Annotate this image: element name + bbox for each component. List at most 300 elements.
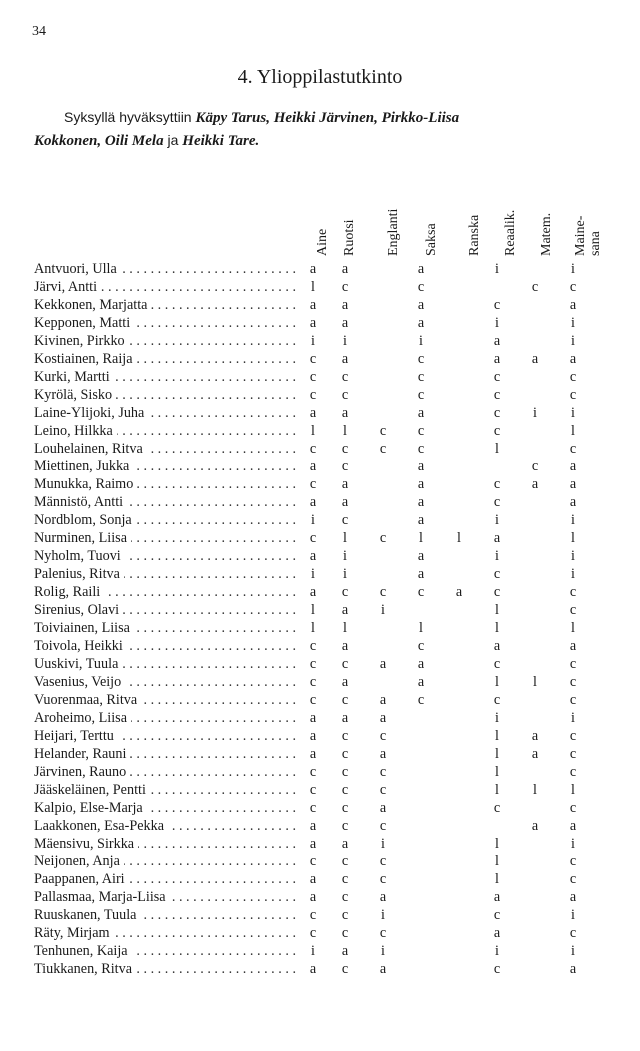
student-name: Kivinen, Pirkko	[34, 333, 129, 349]
student-name: Toiviainen, Liisa	[34, 620, 134, 636]
grade-cell: l	[311, 620, 315, 637]
grade-cell: c	[309, 799, 317, 816]
grade-cell: c	[493, 799, 501, 816]
grade-cell: c	[341, 386, 349, 403]
student-name: Kekkonen, Marjatta	[34, 297, 151, 313]
grade-cell	[478, 279, 516, 297]
grade-cell	[402, 764, 440, 782]
grade-cell: c	[379, 871, 387, 888]
grade-cell: c	[569, 673, 577, 690]
grade-cell	[364, 333, 402, 351]
grade-cell: l	[343, 530, 347, 547]
grade-cell	[440, 961, 478, 979]
grade-cell: a	[569, 494, 577, 511]
grade-cell	[440, 548, 478, 566]
grade-cell: l	[533, 673, 537, 690]
grade-cell	[440, 889, 478, 907]
grade-cell: l	[419, 620, 423, 637]
grade-cell: a	[309, 314, 317, 331]
grade-cell: a	[417, 296, 425, 313]
grade-cell: i	[571, 548, 575, 565]
grade-cell: a	[379, 889, 387, 906]
grade-cell: i	[495, 261, 499, 277]
grade-cell: c	[309, 440, 317, 457]
grade-cell: i	[495, 512, 499, 529]
grade-cell: l	[419, 530, 423, 547]
grade-cell: a	[569, 458, 577, 475]
grade-cell: l	[495, 727, 499, 744]
student-name-cell	[34, 297, 300, 315]
student-name: Nyholm, Tuovi	[34, 548, 125, 564]
grade-cell	[516, 602, 554, 620]
grade-cell	[402, 602, 440, 620]
grade-cell: c	[569, 691, 577, 708]
grade-cell: a	[309, 727, 317, 744]
grade-cell	[440, 441, 478, 459]
table-row	[34, 351, 592, 369]
grade-cell: a	[341, 314, 349, 331]
student-name-cell	[34, 548, 300, 566]
grade-cell: c	[493, 386, 501, 403]
grade-cell: a	[569, 638, 577, 655]
grade-cell: c	[493, 655, 501, 672]
grade-cell: i	[571, 566, 575, 583]
grade-cell: c	[569, 278, 577, 295]
grade-cell	[402, 961, 440, 979]
grade-cell: a	[417, 458, 425, 475]
intro-conj: ja	[167, 132, 179, 148]
table-row	[34, 943, 592, 961]
grade-cell	[364, 315, 402, 333]
grade-cell	[516, 907, 554, 925]
table-row	[34, 710, 592, 728]
grade-cell	[364, 261, 402, 279]
grade-cell: i	[495, 709, 499, 726]
student-name-cell	[34, 638, 300, 656]
grade-cell: l	[343, 422, 347, 439]
grade-cell: a	[493, 332, 501, 349]
grade-cell: c	[341, 691, 349, 708]
table-row	[34, 907, 592, 925]
grade-cell: c	[417, 638, 425, 655]
grade-cell	[516, 530, 554, 548]
student-name-cell	[34, 746, 300, 764]
table-row	[34, 692, 592, 710]
grade-cell: a	[309, 458, 317, 475]
table-row	[34, 889, 592, 907]
grade-cell: c	[341, 763, 349, 780]
grade-cell	[440, 369, 478, 387]
column-header-text: Saksa	[424, 223, 439, 256]
student-name: Toivola, Heikki	[34, 638, 127, 654]
grade-cell: a	[379, 691, 387, 708]
grade-cell	[440, 800, 478, 818]
student-name: Louhelainen, Ritva	[34, 441, 147, 457]
grade-cell	[440, 853, 478, 871]
table-row	[34, 297, 592, 315]
grade-cell: a	[493, 889, 501, 906]
grade-cell	[516, 584, 554, 602]
grade-cell: i	[571, 261, 575, 277]
grade-cell: c	[569, 799, 577, 816]
grade-cell: l	[495, 871, 499, 888]
column-header-text: Aine	[315, 228, 330, 256]
table-row	[34, 566, 592, 584]
grade-cell	[516, 548, 554, 566]
table-row	[34, 584, 592, 602]
grade-cell	[364, 297, 402, 315]
grade-cell: a	[341, 261, 349, 277]
column-header	[537, 212, 557, 256]
grade-cell: a	[531, 727, 539, 744]
student-name-cell	[34, 674, 300, 692]
table-row	[34, 961, 592, 979]
grade-cell: c	[309, 655, 317, 672]
grade-cell: a	[309, 889, 317, 906]
grade-cell: a	[309, 961, 317, 978]
grade-cell: c	[569, 584, 577, 601]
student-name: Kyrölä, Sisko	[34, 387, 116, 403]
column-header-text: Ranska	[467, 214, 482, 256]
grade-cell	[402, 871, 440, 889]
grade-cell: c	[379, 584, 387, 601]
grade-cell: a	[531, 817, 539, 834]
grade-cell	[402, 782, 440, 800]
grade-cell: c	[341, 781, 349, 798]
student-name: Palenius, Ritva	[34, 566, 124, 582]
grade-cell: a	[379, 961, 387, 978]
grade-cell: i	[343, 548, 347, 565]
column-header-text: Matem.	[539, 212, 554, 256]
grade-cell: c	[493, 494, 501, 511]
student-name: Kepponen, Matti	[34, 315, 134, 331]
student-name-cell	[34, 620, 300, 638]
grade-cell: a	[341, 476, 349, 493]
grade-cell	[516, 692, 554, 710]
grade-cell: c	[417, 386, 425, 403]
column-header-text: Reaalik.	[503, 209, 518, 256]
grade-cell: c	[379, 440, 387, 457]
grade-cell: c	[341, 278, 349, 295]
grade-cell: c	[493, 368, 501, 385]
page-number: 34	[32, 24, 46, 39]
grade-cell	[516, 620, 554, 638]
student-name: Leino, Hilkka	[34, 423, 117, 439]
grade-cell: a	[417, 566, 425, 583]
table-row	[34, 333, 592, 351]
grade-cell	[516, 889, 554, 907]
intro-paragraph	[34, 106, 624, 152]
grade-cell	[516, 836, 554, 854]
intro-names-line1: Käpy Tarus, Heikki Järvinen, Pirkko-Liisa	[195, 110, 460, 126]
grade-cell: c	[417, 422, 425, 439]
grade-cell	[402, 746, 440, 764]
grade-cell: l	[495, 745, 499, 762]
grade-cell: c	[379, 763, 387, 780]
student-name-cell	[34, 387, 300, 405]
student-name: Miettinen, Jukka	[34, 458, 133, 474]
grade-cell: l	[495, 673, 499, 690]
grade-cell: a	[493, 350, 501, 367]
grade-cell: i	[495, 548, 499, 565]
grade-cell	[402, 710, 440, 728]
grade-cell: c	[531, 278, 539, 295]
table-row	[34, 602, 592, 620]
table-row	[34, 530, 592, 548]
grade-cell: c	[341, 655, 349, 672]
grade-cell: a	[531, 476, 539, 493]
grade-cell: c	[569, 853, 577, 870]
grade-cell: a	[531, 350, 539, 367]
grade-cell: c	[569, 655, 577, 672]
student-name-cell	[34, 530, 300, 548]
grade-cell: c	[379, 853, 387, 870]
table-row	[34, 818, 592, 836]
grade-cell	[402, 907, 440, 925]
student-name: Räty, Mirjam	[34, 925, 114, 941]
student-name-cell	[34, 907, 300, 925]
grade-cell: l	[495, 440, 499, 457]
grade-cell	[440, 512, 478, 530]
table-row	[34, 638, 592, 656]
student-name: Mäensivu, Sirkka	[34, 836, 138, 852]
table-row	[34, 925, 592, 943]
grade-cell: c	[493, 296, 501, 313]
student-name: Nurminen, Liisa	[34, 530, 131, 546]
grade-cell	[364, 369, 402, 387]
grade-cell: c	[379, 817, 387, 834]
student-name-cell	[34, 889, 300, 907]
student-name-cell	[34, 710, 300, 728]
table-row	[34, 746, 592, 764]
grade-cell	[516, 961, 554, 979]
table-row	[34, 512, 592, 530]
student-name: Pallasmaa, Marja-Liisa	[34, 889, 170, 905]
grade-cell: c	[309, 853, 317, 870]
grade-cell: i	[343, 566, 347, 583]
grade-cell: a	[309, 548, 317, 565]
grade-cell: a	[309, 584, 317, 601]
column-header	[422, 223, 442, 256]
grade-cell	[402, 818, 440, 836]
table-row	[34, 494, 592, 512]
student-name-cell	[34, 961, 300, 979]
column-header-text: Maine-	[573, 215, 588, 256]
student-name-cell	[34, 818, 300, 836]
grade-cell	[516, 871, 554, 889]
grade-cell	[516, 494, 554, 512]
grade-cell	[478, 458, 516, 476]
column-header	[465, 214, 485, 256]
grade-cell	[440, 871, 478, 889]
grade-cell: c	[493, 404, 501, 421]
grade-cell: c	[341, 368, 349, 385]
grade-cell	[402, 853, 440, 871]
student-name-cell	[34, 656, 300, 674]
grade-cell: a	[309, 817, 317, 834]
grade-cell: i	[571, 332, 575, 349]
student-name: Munukka, Raimo	[34, 476, 137, 492]
student-name-cell	[34, 369, 300, 387]
student-name: Nordblom, Sonja	[34, 512, 136, 528]
grade-cell: l	[311, 278, 315, 295]
student-name: Helander, Rauni	[34, 746, 130, 762]
student-name-cell	[34, 782, 300, 800]
grade-cell: a	[341, 296, 349, 313]
grade-cell	[440, 728, 478, 746]
grade-cell: c	[569, 602, 577, 619]
grade-cell: c	[309, 907, 317, 924]
student-name-cell	[34, 602, 300, 620]
grade-cell	[440, 315, 478, 333]
student-name-cell	[34, 405, 300, 423]
grade-cell: c	[341, 440, 349, 457]
grade-cell: a	[379, 709, 387, 726]
grade-cell: a	[341, 350, 349, 367]
grade-cell: c	[569, 440, 577, 457]
grade-cell: c	[493, 566, 501, 583]
student-name-cell	[34, 261, 300, 279]
grade-cell	[364, 566, 402, 584]
grade-cell: c	[341, 745, 349, 762]
grade-cell	[440, 656, 478, 674]
grade-cell: i	[571, 512, 575, 529]
grade-cell: c	[379, 925, 387, 942]
grade-cell	[516, 943, 554, 961]
student-name: Vuorenmaa, Ritva	[34, 692, 141, 708]
grade-cell	[440, 925, 478, 943]
student-name-cell	[34, 441, 300, 459]
grade-cell	[440, 602, 478, 620]
grade-cell	[516, 333, 554, 351]
grade-cell: i	[571, 943, 575, 960]
grade-cell	[440, 782, 478, 800]
grade-cell	[516, 387, 554, 405]
grade-cell: i	[381, 835, 385, 852]
grade-cell: c	[493, 584, 501, 601]
grade-cell: c	[493, 961, 501, 978]
grade-cell: a	[417, 476, 425, 493]
student-name-cell	[34, 800, 300, 818]
grade-cell: c	[341, 817, 349, 834]
table-row	[34, 441, 592, 459]
student-name: Sirenius, Olavi	[34, 602, 123, 618]
grade-cell: a	[379, 655, 387, 672]
grade-cell	[364, 458, 402, 476]
grade-cell: c	[417, 350, 425, 367]
grade-cell: c	[309, 638, 317, 655]
grade-cell	[440, 836, 478, 854]
student-name-cell	[34, 871, 300, 889]
grade-cell: c	[493, 476, 501, 493]
grade-cell: c	[309, 673, 317, 690]
grade-cell: i	[571, 835, 575, 852]
table-row	[34, 764, 592, 782]
table-row	[34, 620, 592, 638]
grade-cell: a	[569, 961, 577, 978]
grade-cell: a	[531, 745, 539, 762]
grade-cell: c	[341, 961, 349, 978]
grade-cell	[364, 351, 402, 369]
grade-cell: a	[341, 602, 349, 619]
grade-cell: l	[495, 835, 499, 852]
student-name-cell	[34, 943, 300, 961]
grade-cell: i	[419, 332, 423, 349]
table-row	[34, 476, 592, 494]
grade-cell: a	[569, 889, 577, 906]
grade-cell: a	[493, 925, 501, 942]
grade-cell: c	[341, 799, 349, 816]
grade-cell	[402, 925, 440, 943]
grade-cell: l	[533, 781, 537, 798]
grade-cell: c	[341, 889, 349, 906]
grade-cell	[516, 656, 554, 674]
grade-cell	[402, 836, 440, 854]
grade-cell: c	[341, 458, 349, 475]
student-name-cell	[34, 494, 300, 512]
grade-cell: a	[569, 476, 577, 493]
student-name: Järvinen, Rauno	[34, 764, 130, 780]
grade-cell: a	[309, 261, 317, 277]
grade-cell: c	[569, 727, 577, 744]
table-row	[34, 871, 592, 889]
grade-cell: i	[311, 943, 315, 960]
student-name: Heijari, Terttu	[34, 728, 118, 744]
grade-cell	[516, 800, 554, 818]
grade-cell: l	[311, 422, 315, 439]
grade-cell: c	[309, 781, 317, 798]
grade-cell	[516, 261, 554, 279]
grade-cell: c	[341, 727, 349, 744]
table-row	[34, 279, 592, 297]
student-name: Männistö, Antti	[34, 494, 127, 510]
grade-cell: i	[343, 332, 347, 349]
grade-cell: l	[495, 763, 499, 780]
grade-cell: a	[417, 673, 425, 690]
grade-cell	[440, 638, 478, 656]
grade-cell: a	[569, 350, 577, 367]
grade-cell	[516, 566, 554, 584]
table-row	[34, 405, 592, 423]
grade-cell: i	[311, 512, 315, 529]
grade-cell: a	[341, 673, 349, 690]
table-row	[34, 728, 592, 746]
grade-cell	[440, 279, 478, 297]
student-name-cell	[34, 333, 300, 351]
grade-cell: c	[569, 925, 577, 942]
grade-cell: l	[495, 853, 499, 870]
student-name-cell	[34, 351, 300, 369]
grade-cell	[440, 476, 478, 494]
column-header-text: Englanti	[386, 208, 401, 256]
grade-cell	[478, 818, 516, 836]
grade-cell	[440, 297, 478, 315]
grade-cell	[516, 369, 554, 387]
grade-cell: l	[311, 602, 315, 619]
grade-cell	[440, 620, 478, 638]
student-name: Kurki, Martti	[34, 369, 114, 385]
grade-cell: l	[571, 530, 575, 547]
grade-cell: i	[381, 907, 385, 924]
grade-cell: i	[381, 943, 385, 960]
student-name: Laine-Ylijoki, Juha	[34, 405, 148, 421]
grade-cell: c	[493, 907, 501, 924]
grade-cell: a	[309, 709, 317, 726]
grade-cell: a	[341, 404, 349, 421]
grade-cell: a	[309, 871, 317, 888]
grade-cell	[364, 387, 402, 405]
column-header-text: sana	[588, 231, 603, 256]
